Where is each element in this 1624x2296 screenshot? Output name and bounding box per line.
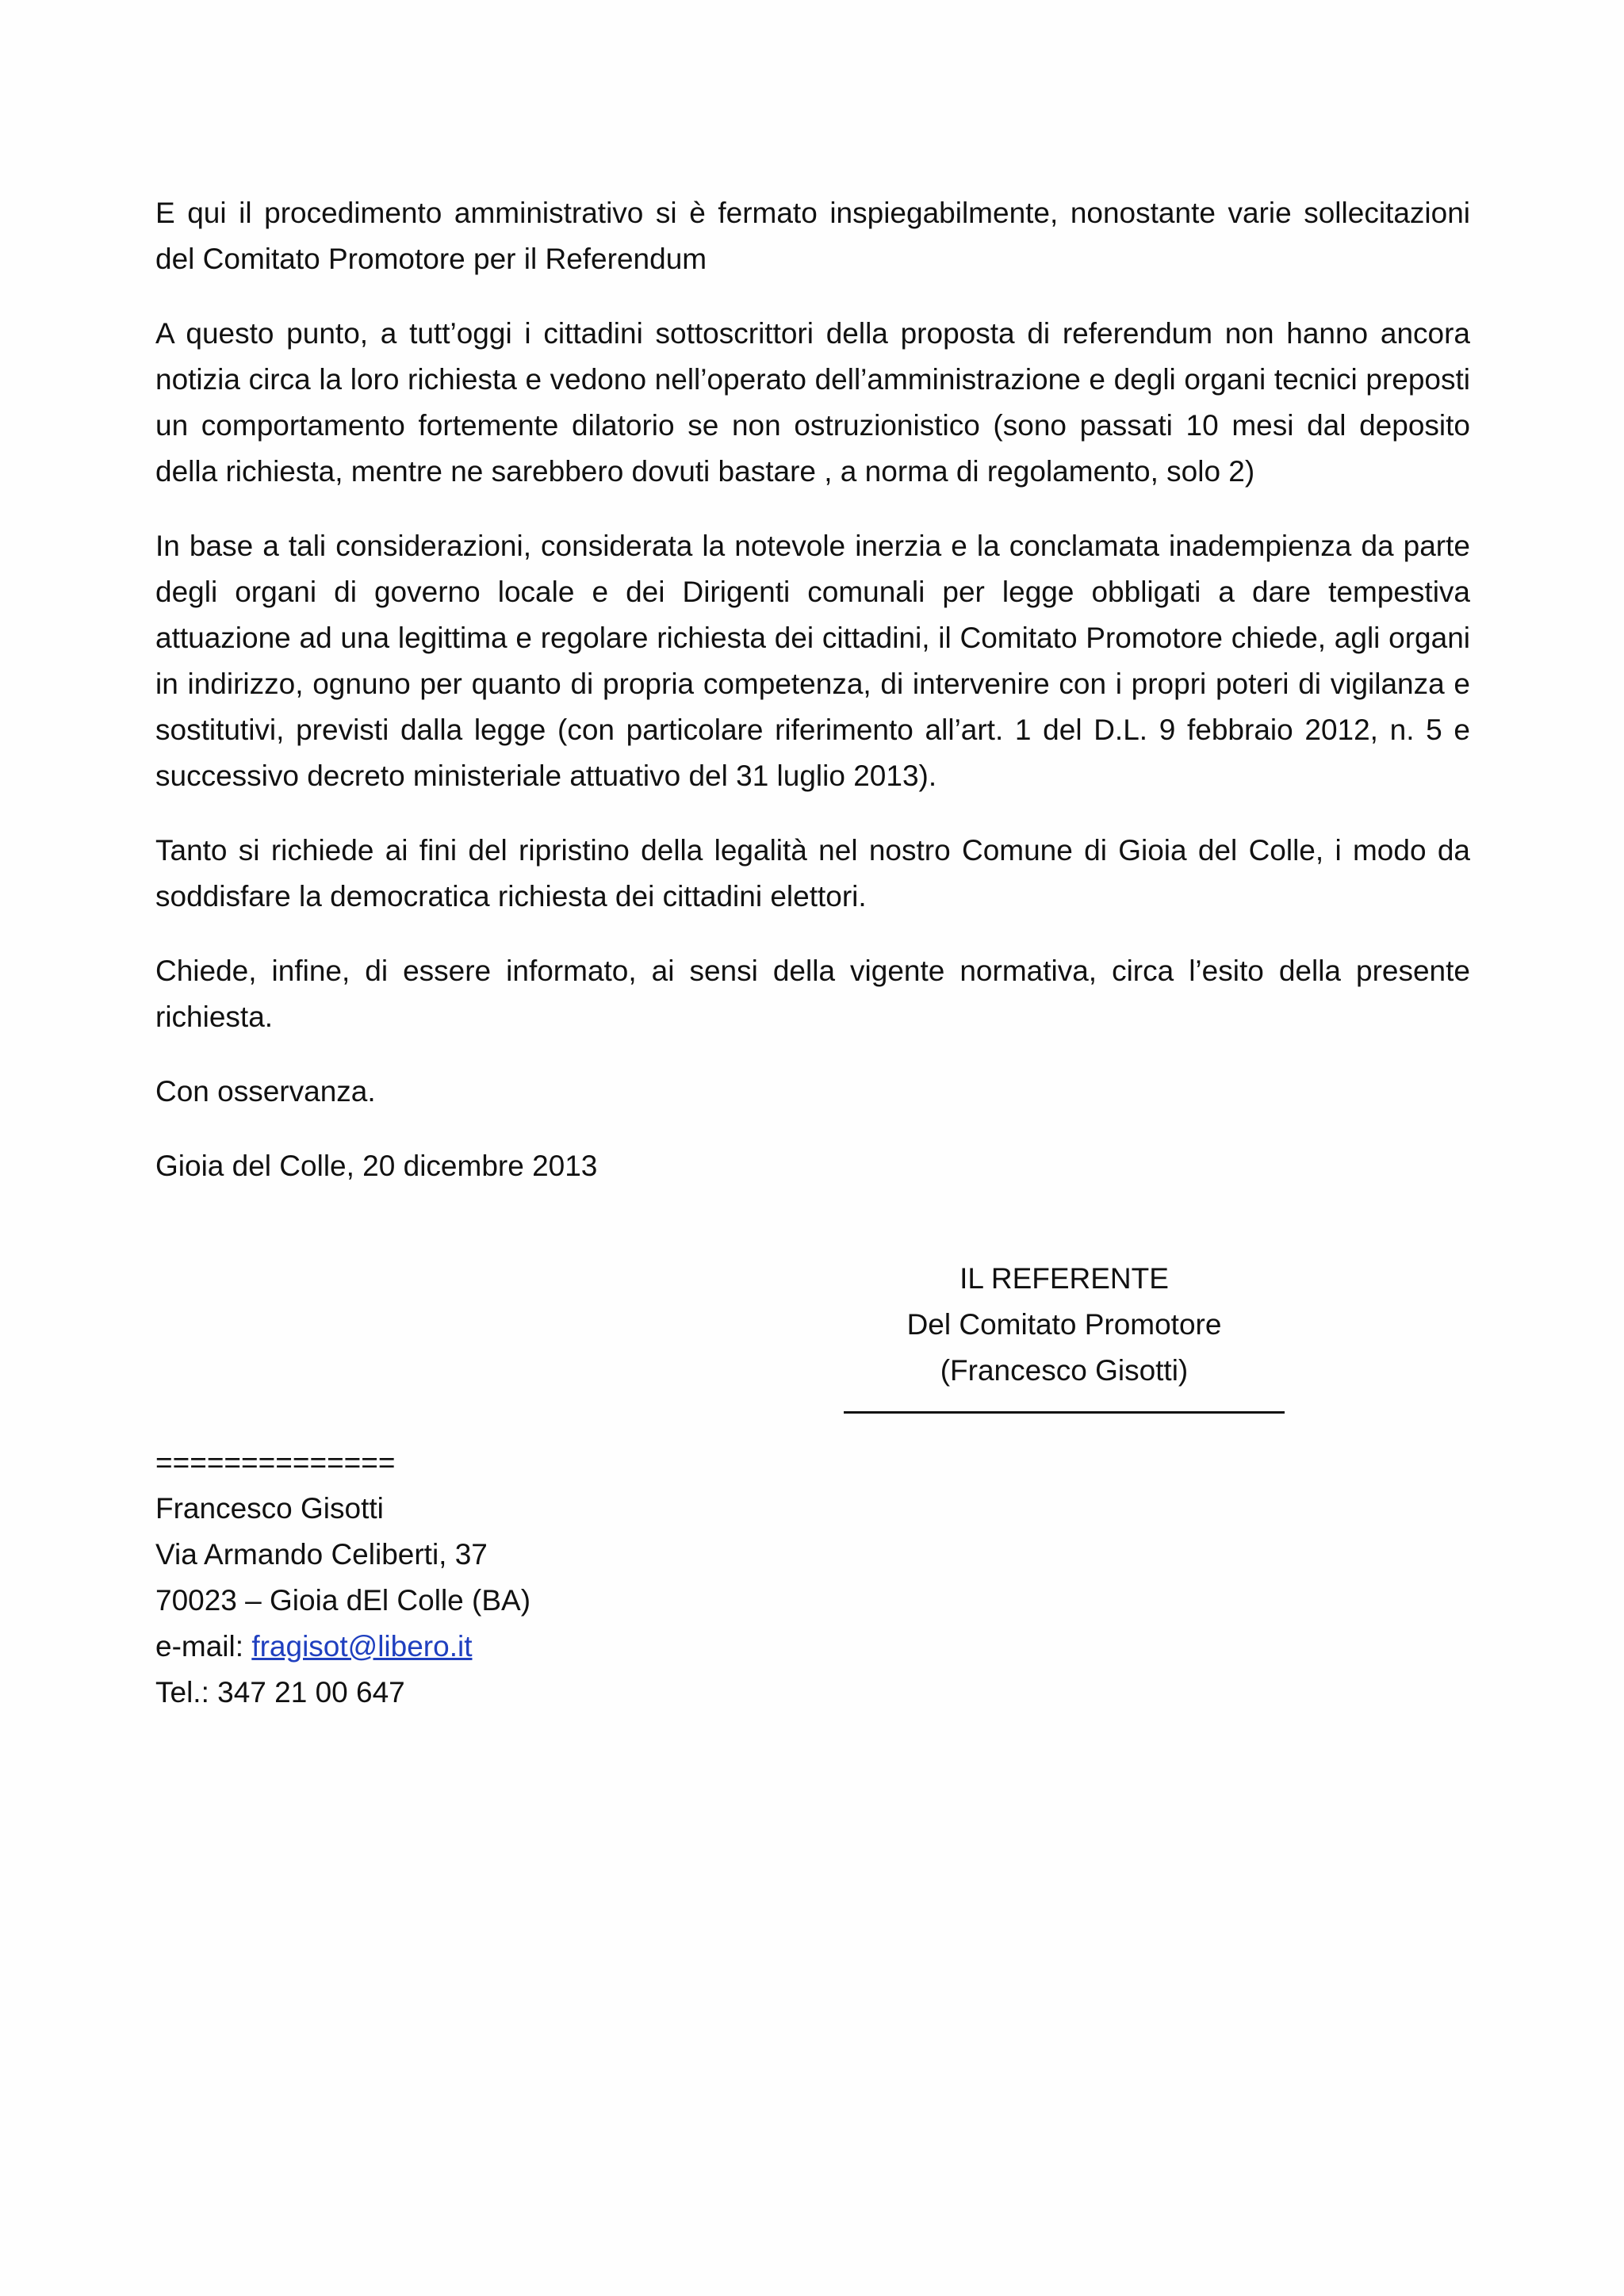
paragraph-request-intervention: In base a tali considerazioni, considerata la notevole inerzia e la conclamata inadempienza da parte degli organi di governo locale e dei Dirigenti comunali per legge obbligati a dare tempestiva attuazione ad una legittima e regolare richiesta dei cittadini, il Comitato Promotore chiede, agli organi in indirizzo, ognuno per quanto di propria competenza, di intervenire con i propri poteri di vigilanza e sostitutivi, previsti dalla legge (con particolare riferimento all’art. 1 del D.L. 9 febbraio 2012, n. 5 e successivo decreto ministeriale attuativo del 31 luglio 2013).: [155, 530, 1470, 792]
signature-title: IL REFERENTE: [959, 1262, 1169, 1295]
sender-email-row: [155, 1624, 530, 1670]
signature-line: [844, 1411, 1285, 1414]
signature-name: (Francesco Gisotti): [940, 1354, 1189, 1387]
email-link[interactable]: fragisot@libero.it: [251, 1630, 473, 1663]
signature-committee: Del Comitato Promotore: [906, 1308, 1222, 1341]
letter-body: [155, 190, 1470, 1218]
sender-city: 70023 – Gioia dEl Colle (BA): [155, 1584, 531, 1617]
place-date: Gioia del Colle, 20 dicembre 2013: [155, 1150, 598, 1182]
closing-salutation: Con osservanza.: [155, 1075, 376, 1108]
paragraph-procedure-halted: E qui il procedimento amministrativo si è fermato inspiegabilmente, nonostante varie sollecitazioni del Comitato Promotore per il Referendum: [155, 197, 1470, 275]
paragraph-request-information: Chiede, infine, di essere informato, ai sensi della vigente normativa, circa l’esito della presente richiesta.: [155, 955, 1470, 1033]
email-label: e-mail:: [155, 1630, 252, 1663]
sender-phone: Tel.: 347 21 00 647: [155, 1676, 405, 1709]
sender-address: Via Armando Celiberti, 37: [155, 1538, 488, 1571]
sender-name: Francesco Gisotti: [155, 1492, 384, 1525]
signature-block: [844, 1256, 1285, 1414]
sender-contact-block: [155, 1440, 530, 1716]
paragraph-restore-legality: Tanto si richiede ai fini del ripristino della legalità nel nostro Comune di Gioia del Colle, i modo da soddisfare la democratica richiesta dei cittadini elettori.: [155, 834, 1470, 913]
paragraph-citizens-no-news: A questo punto, a tutt’oggi i cittadini sottoscrittori della proposta di referendum non hanno ancora notizia circa la loro richiesta e vedono nell’operato dell’amministrazione e degli organi tecnici preposti un comportamento fortemente dilatorio se non ostruzionistico (sono passati 10 mesi dal deposito della richiesta, mentre ne sarebbero dovuti bastare , a norma di regolamento, solo 2): [155, 317, 1470, 488]
separator-line: ==============: [155, 1446, 396, 1479]
